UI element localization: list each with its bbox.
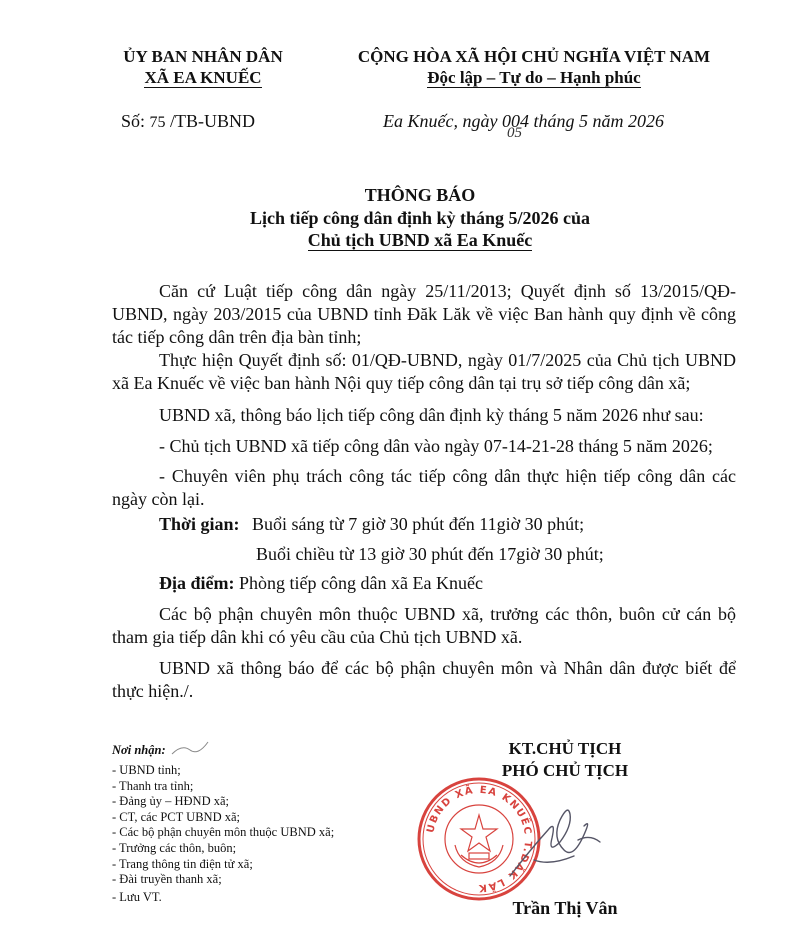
org-name: ỦY BAN NHÂN DÂN (123, 47, 283, 66)
paragraph-chairman-schedule: - Chủ tịch UBND xã tiếp công dân vào ngày 07-14-21-28 tháng 5 năm 2026; (159, 436, 713, 456)
paragraph-announcement: UBND xã, thông báo lịch tiếp công dân định kỳ tháng 5 năm 2026 như sau: (159, 405, 704, 425)
recipient-item: - Trang thông tin điện tử xã; (112, 856, 253, 871)
time-row (159, 514, 584, 535)
number-prefix: Số: (121, 111, 146, 131)
recipients-heading: Nơi nhận: (112, 743, 166, 757)
paragraph-closing: UBND xã thông báo để các bộ phận chuyên môn và Nhân dân được biết để thực hiện./. (112, 658, 736, 701)
date-day-overlay (506, 111, 529, 141)
motto-label: Độc lập – Tự do – Hạnh phúc (427, 68, 641, 87)
document-number (121, 111, 255, 132)
national-title: CỘNG HÒA XÃ HỘI CHỦ NGHĨA VIỆT NAM (357, 47, 711, 66)
notice-subtitle: Lịch tiếp công dân định kỳ tháng 5/2026 của (249, 208, 591, 228)
place-row (159, 573, 483, 594)
initial-mark (168, 738, 212, 760)
recipient-item: - Đảng ủy – HĐND xã; (112, 794, 229, 809)
org-commune (108, 68, 298, 88)
national-motto (322, 68, 746, 88)
org-commune-label: XÃ EA KNUẾC (144, 68, 262, 87)
signer-title-2: PHÓ CHỦ TỊCH (501, 761, 629, 780)
date-day-handwritten: 05 (506, 125, 522, 141)
number-value: 75 (149, 114, 166, 131)
date-day: 04 (510, 111, 529, 131)
signer-title-1: KT.CHỦ TỊCH (508, 739, 622, 758)
seal-text: UBND XÃ EA KNUẾC T.ĐĂK LĂK (425, 784, 534, 894)
notice-title: THÔNG BÁO (364, 185, 476, 205)
recipient-item: - Lưu VT. (112, 889, 162, 904)
recipient-item: - CT, các PCT UBND xã; (112, 809, 240, 824)
recipient-item: - Trưởng các thôn, buôn; (112, 840, 237, 855)
number-suffix: /TB-UBND (170, 111, 256, 131)
notice-subtitle-2 (120, 230, 720, 251)
place-date-end: tháng 5 năm 2026 (533, 111, 664, 131)
recipient-item: - Thanh tra tỉnh; (112, 778, 194, 793)
paragraph-staff-schedule: - Chuyên viên phụ trách công tác tiếp công dân thực hiện tiếp công dân các ngày còn lại. (112, 466, 736, 509)
recipient-item: - UBND tỉnh; (112, 763, 181, 777)
recipients-list (112, 763, 334, 905)
time-label: Thời gian: (159, 514, 240, 534)
recipient-item: - Các bộ phận chuyên môn thuộc UBND xã; (112, 825, 335, 840)
notice-subtitle-2-text: Chủ tịch UBND xã Ea Knuếc (307, 230, 533, 250)
place-value: Phòng tiếp công dân xã Ea Knuếc (239, 573, 483, 593)
place-label: Địa điểm: (159, 573, 235, 593)
paragraph-implementation: Thực hiện Quyết định số: 01/QĐ-UBND, ngày 01/7/2025 của Chủ tịch UBND xã Ea Knuếc về việc ban hành Nội quy tiếp công dân tại trụ sở tiếp công dân xã; (112, 350, 736, 393)
place-date-start: Ea Knuếc, ngày 0 (383, 111, 511, 131)
time-morning: Buổi sáng từ 7 giờ 30 phút đến 11giờ 30 phút; (252, 514, 585, 534)
handwritten-signature (490, 790, 640, 890)
recipient-item: - Đài truyền thanh xã; (112, 872, 222, 887)
signer-name: Trần Thị Vân (512, 898, 618, 918)
paragraph-legal-basis: Căn cứ Luật tiếp công dân ngày 25/11/2013; Quyết định số 13/2015/QĐ-UBND, ngày 203/2015 của UBND tỉnh Đăk Lăk về việc Ban hành quy định về công tác tiếp công dân trên địa bàn tỉnh; (112, 281, 736, 347)
time-afternoon: Buổi chiều từ 13 giờ 30 phút đến 17giờ 30 phút; (256, 544, 604, 564)
paragraph-departments: Các bộ phận chuyên môn thuộc UBND xã, trưởng các thôn, buôn cử cán bộ tham gia tiếp dân khi có yêu cầu của Chủ tịch UBND xã. (112, 604, 736, 647)
place-date (383, 111, 664, 141)
